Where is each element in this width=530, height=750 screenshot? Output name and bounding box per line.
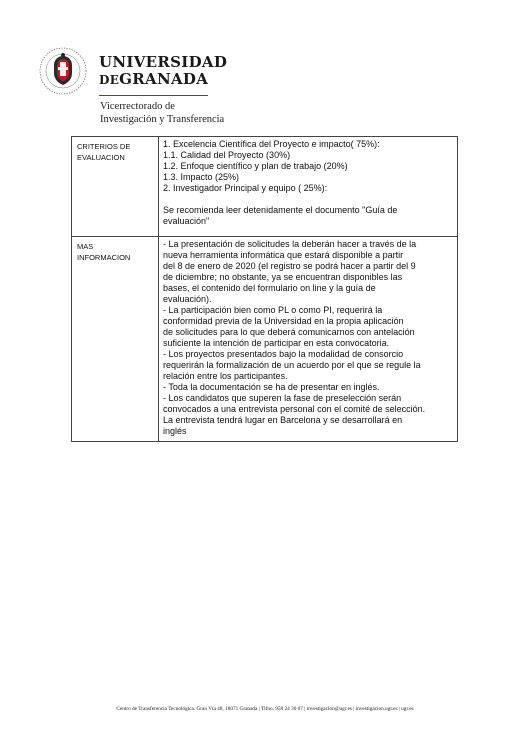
- logo-line-1: UNIVERSIDAD: [99, 53, 228, 71]
- content-line: - La participación bien como PL o como PI, requerirá la: [163, 305, 383, 315]
- content-line: suficiente la intención de participar en esta convocatoria.: [163, 338, 390, 348]
- content-line: - Los candidatos que superen la fase de preselección serán: [163, 393, 402, 403]
- row-label: [72, 137, 158, 163]
- table-row: [72, 237, 458, 442]
- content-line: La entrevista tendrá lugar en Barcelona y se desarrollará en: [163, 415, 403, 425]
- content-line: 1.2. Enfoque científico y plan de trabajo (20%): [163, 161, 348, 171]
- row-label-cell: [72, 137, 159, 237]
- blank-line: [163, 194, 454, 205]
- logo-line-2: [99, 71, 227, 89]
- content-line: evaluación": [163, 216, 210, 226]
- content-line: del 8 de enero de 2020 (el registro se podrá hacer a partir del 9: [163, 261, 416, 271]
- content-line: 1. Excelencia Científica del Proyecto e impacto( 75%):: [163, 139, 380, 149]
- content-line: nueva herramienta informática que estará disponible a partir: [163, 250, 404, 260]
- content-line: - Toda la documentación se ha de presentar en inglés.: [163, 382, 380, 392]
- content-line: bases, el contenido del formulario on line y la guía de: [163, 283, 376, 293]
- content-line: 1.3. Impacto (25%): [163, 172, 240, 182]
- header-divider: [99, 95, 208, 96]
- logo-line-2-prefix: DE: [99, 73, 120, 87]
- content-line: Se recomienda leer detenidamente el documento "Guía de: [163, 205, 398, 215]
- table-row: [72, 137, 458, 237]
- content-line: de solicitudes para lo que deberá comunicarnos con antelación: [163, 327, 415, 337]
- row-content-cell: [159, 137, 458, 237]
- row-label-cell: [72, 237, 159, 442]
- logo-line-2-main: GRANADA: [119, 70, 209, 88]
- content-line: 2. Investigador Principal y equipo ( 25%):: [163, 183, 328, 193]
- content-line: convocados a una entrevista personal con el comité de selección.: [163, 404, 426, 414]
- content-line: 1.1. Calidad del Proyecto (30%): [163, 150, 291, 160]
- row-label: [72, 237, 158, 263]
- content-line: de diciembre; no obstante, ya se encuentran disponibles las: [163, 272, 403, 282]
- page-footer: Centro de Transferencia Tecnológica. Gran Vía 48, 18071 Granada | Tlfno. 958 24 30 07 | investigacion@ugr.es | investigacion.ugr.es | ugr.es: [116, 706, 414, 712]
- content-line: - Los proyectos presentados bajo la modalidad de consorcio: [163, 349, 404, 359]
- content-line: evaluación).: [163, 294, 212, 304]
- university-seal-icon: [38, 46, 88, 96]
- content-line: inglés: [163, 426, 187, 436]
- content-line: - La presentación de solicitudes la deberán hacer a través de la: [163, 239, 417, 249]
- university-logo-text: [99, 54, 227, 89]
- row-label-line: INFORMACION: [77, 253, 131, 262]
- row-label-line: EVALUACION: [77, 153, 125, 162]
- row-label-line: MAS: [77, 242, 94, 251]
- content-line: relación entre los participantes.: [163, 371, 288, 381]
- row-content-cell: [159, 237, 458, 442]
- row-label-line: CRITERIOS DE: [77, 142, 131, 151]
- content-line: requerirán la formalización de un acuerdo por el que se regule la: [163, 360, 421, 370]
- info-table: [71, 136, 458, 442]
- vicerrectorado-title: [100, 101, 224, 126]
- university-header: [38, 46, 228, 96]
- content-line: conformidad previa de la Universidad en la propia aplicación: [163, 316, 404, 326]
- vice-line-1: Vicerrectorado de: [100, 101, 175, 112]
- vice-line-2: Investigación y Transferencia: [100, 113, 225, 125]
